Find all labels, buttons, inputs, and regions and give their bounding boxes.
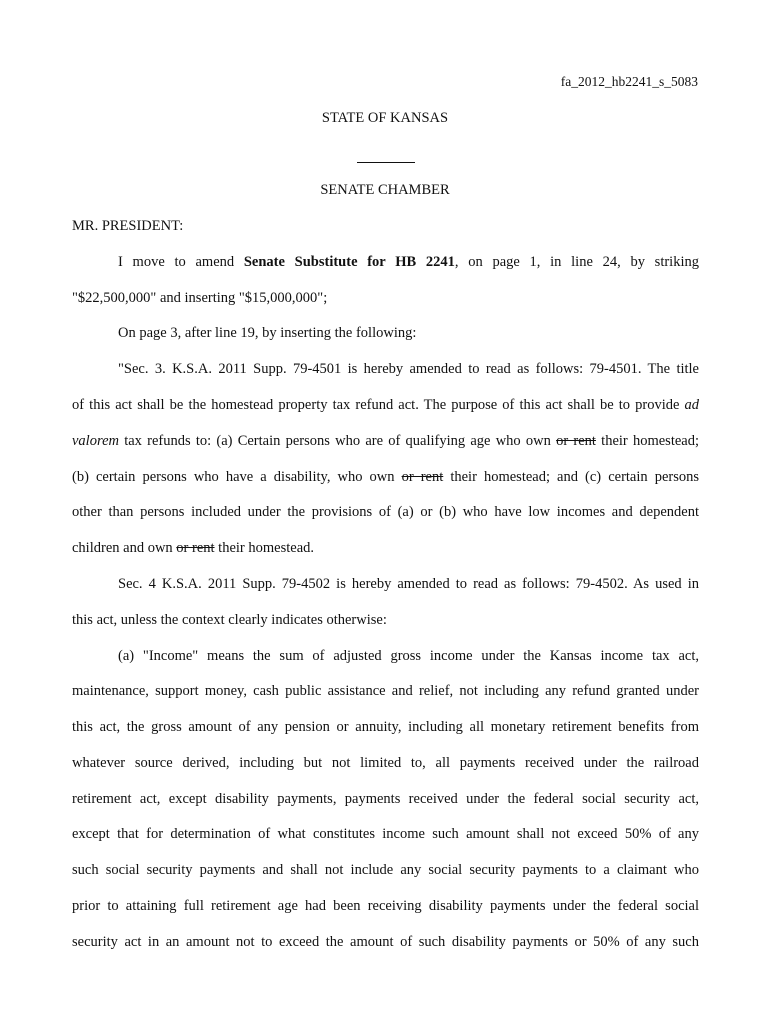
sec3-line-2 [72, 397, 699, 414]
document-id: fa_2012_hb2241_s_5083 [560, 74, 698, 89]
sec3-text: (b) certain persons who have a disability, who own [72, 469, 402, 485]
para-a-line: except that for determination of what constitutes income such amount shall not exceed 50% of any [72, 826, 699, 842]
sec4-line-2: this act, unless the context clearly indicates otherwise: [72, 612, 387, 628]
sec3-line-5: other than persons included under the provisions of (a) or (b) who have low incomes and dependent [72, 504, 699, 520]
sec4-line-1: Sec. 4 K.S.A. 2011 Supp. 79-4502 is hereby amended to read as follows: 79-4502. As used in [118, 576, 699, 592]
para-a-line: retirement act, except disability payments, payments received under the federal social security act, [72, 791, 699, 807]
struck-text: or rent [176, 540, 215, 556]
para-a-line: whatever source derived, including but not limited to, all payments received under the railroad [72, 755, 699, 771]
sec3-line-1: "Sec. 3. K.S.A. 2011 Supp. 79-4501 is hereby amended to read as follows: 79-4501. The title [118, 361, 699, 377]
motion-text: I move to amend [118, 254, 244, 270]
insert-instruction: On page 3, after line 19, by inserting the following: [118, 325, 417, 341]
para-a-line: security act in an amount not to exceed the amount of such disability payments or 50% of any such [72, 934, 699, 950]
bill-name: Senate Substitute for HB 2241 [243, 254, 455, 270]
sec3-line-3 [72, 433, 699, 450]
para-a-line: prior to attaining full retirement age had been receiving disability payments under the federal social [72, 898, 699, 914]
para-a-line: this act, the gross amount of any pension or annuity, including all monetary retirement benefits from [72, 719, 699, 735]
para-a-line: (a) "Income" means the sum of adjusted gross income under the Kansas income tax act, [118, 648, 699, 664]
state-heading: STATE OF KANSAS [321, 110, 449, 126]
para-a-line: such social security payments and shall not include any social security payments to a claimant who [72, 862, 699, 878]
sec3-italic: valorem [72, 433, 119, 449]
sec3-text: of this act shall be the homestead property tax refund act. The purpose of this act shall be to provide [72, 397, 685, 413]
motion-line-2: "$22,500,000" and inserting "$15,000,000"; [72, 290, 328, 306]
sec3-text: their homestead; and (c) certain persons [443, 469, 700, 485]
motion-text: , on page 1, in line 24, by striking [454, 254, 699, 270]
para-a-line: maintenance, support money, cash public assistance and relief, not including any refund granted under [72, 683, 699, 699]
sec3-text: children and own [72, 540, 177, 556]
salutation: MR. PRESIDENT: [72, 218, 184, 234]
struck-text: or rent [556, 433, 596, 449]
sec3-text: tax refunds to: (a) Certain persons who are of qualifying age who own [118, 433, 557, 449]
heading-divider [357, 162, 415, 163]
motion-line-1 [118, 254, 699, 271]
sec3-line-6 [72, 540, 699, 557]
sec3-line-4 [72, 469, 699, 486]
sec3-text: their homestead; [595, 433, 700, 449]
sec3-text: their homestead. [214, 540, 315, 556]
struck-text: or rent [401, 469, 444, 485]
sec3-italic: ad [684, 397, 699, 413]
chamber-heading: SENATE CHAMBER [320, 182, 450, 198]
